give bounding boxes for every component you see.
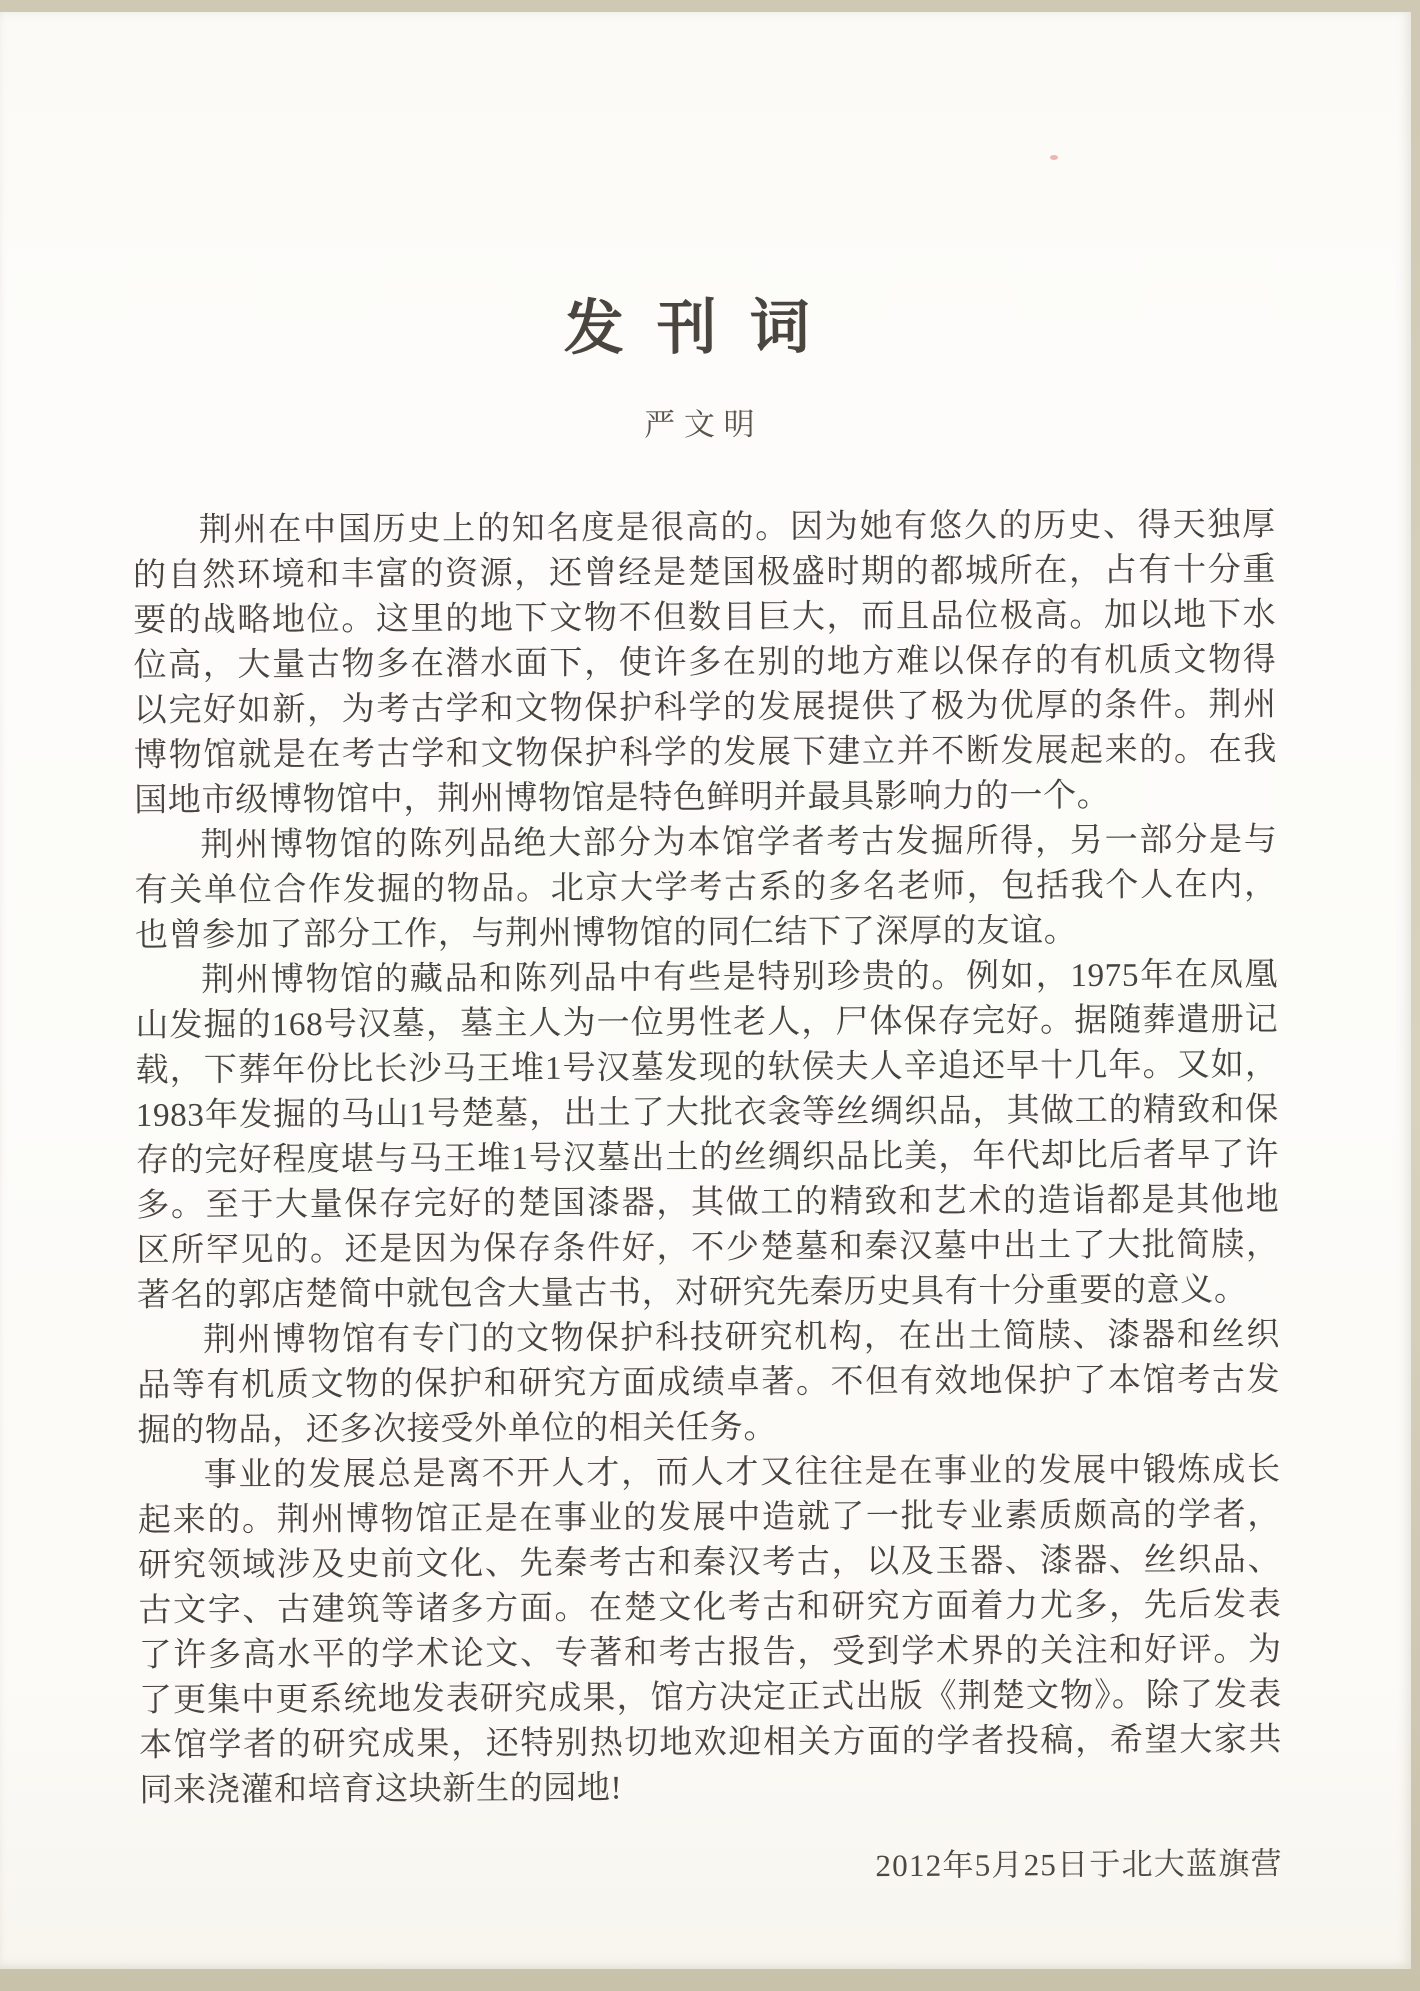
- body-paragraph-5: 事业的发展总是离不开人才，而人才又往往是在事业的发展中锻炼成长起来的。荆州博物馆正是在事业的发展中造就了一批专业素质颇高的学者，研究领域涉及史前文化、先秦考古和秦汉考古，以及玉器、漆器、丝织品、古文字、古建筑等诸多方面。在楚文化考古和研究方面着力尤多，先后发表了许多高水平的学术论文、专著和考古报告，受到学术界的关注和好评。为了更集中更系统地发表研究成果，馆方决定正式出版《荆楚文物》。除了发表本馆学者的研究成果，还特别热切地欢迎相关方面的学者投稿，希望大家共同来浇灌和培育这块新生的园地!: [137, 1452, 1283, 1809]
- dateline: 2012年5月25日于北大蓝旗营: [875, 1845, 1283, 1884]
- body-paragraph-2: 荆州博物馆的陈列品绝大部分为本馆学者考古发掘所得，另一部分是与有关单位合作发掘的物品。北京大学考古系的多名老师，包括我个人在内，也曾参加了部分工作，与荆州博物馆的同仁结下了深厚的友谊。: [134, 822, 1278, 954]
- page-title: 发刊词: [563, 294, 843, 362]
- body-text: [133, 503, 1283, 1814]
- body-paragraph-1: 荆州在中国历史上的知名度是很高的。因为她有悠久的历史、得天独厚的自然环境和丰富的资源，还曾经是楚国极盛时期的都城所在，占有十分重要的战略地位。这里的地下文物不但数目巨大，而且品位极高。加以地下水位高，大量古物多在潜水面下，使许多在别的地方难以保存的有机质文物得以完好如新，为考古学和文物保护科学的发展提供了极为优厚的条件。荆州博物馆就是在考古学和文物保护科学的发展下建立并不断发展起来的。在我国地市级博物馆中，荆州博物馆是特色鲜明并最具影响力的一个。: [132, 507, 1278, 819]
- body-paragraph-3: 荆州博物馆的藏品和陈列品中有些是特别珍贵的。例如，1975年在凤凰山发掘的168号汉墓，墓主人为一位男性老人，尸体保存完好。据随葬遣册记载，下葬年份比长沙马王堆1号汉墓发现的轪侯夫人辛追还早十几年。又如，1983年发掘的马山1号楚墓，出土了大批衣衾等丝绸织品，其做工的精致和保存的完好程度堪与马王堆1号汉墓出土的丝绸织品比美，年代却比后者早了许多。至于大量保存完好的楚国漆器，其做工的精致和艺术的造诣都是其他地区所罕见的。还是因为保存条件好，不少楚墓和秦汉墓中出土了大批简牍，著名的郭店楚简中就包含大量古书，对研究先秦历史具有十分重要的意义。: [135, 957, 1280, 1314]
- author-name: 严文明: [644, 406, 764, 443]
- document-page: [0, 12, 1411, 1969]
- body-paragraph-4: 荆州博物馆有专门的文物保护科技研究机构，在出土简牍、漆器和丝织品等有机质文物的保护和研究方面成绩卓著。不但有效地保护了本馆考古发掘的物品，还多次接受外单位的相关任务。: [137, 1317, 1281, 1449]
- page-content: [130, 9, 1283, 1889]
